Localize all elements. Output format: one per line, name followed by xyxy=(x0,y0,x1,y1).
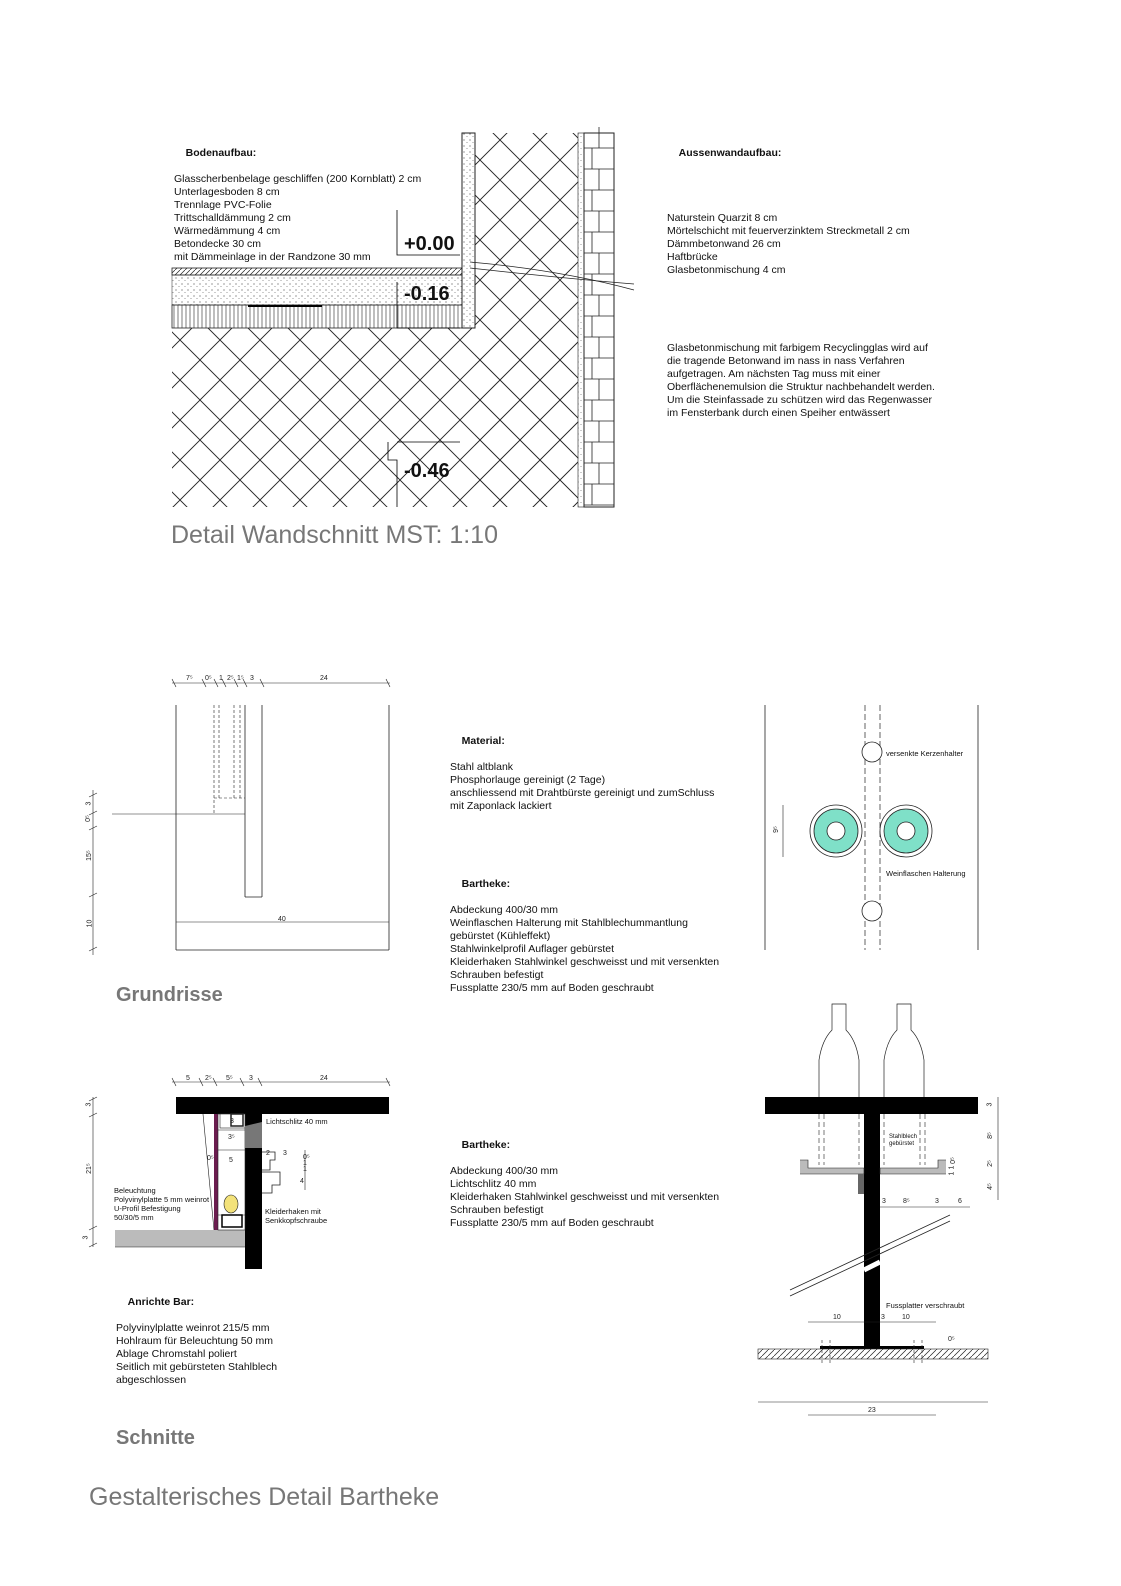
dimension-label: 1 xyxy=(219,675,223,682)
label-foot-plate: Fussplatter verschraubt xyxy=(886,1301,965,1310)
wall-note-line: im Fensterbank durch einen Speiher entwässert xyxy=(667,407,890,419)
dimension-label: 3 xyxy=(935,1198,939,1205)
dimension-label: 0⁵ xyxy=(948,1336,955,1343)
wall-line: Glasbetonmischung 4 cm xyxy=(667,264,786,276)
label-lighting: Beleuchtung Polyvinylplatte 5 mm weinrot U-Profil Befestigung 50/30/5 mm xyxy=(114,1186,210,1222)
dimension-label: 1⁵ xyxy=(237,675,244,682)
dimension-label: 0⁵ xyxy=(205,675,212,682)
sections-title: Schnitte xyxy=(116,1427,195,1449)
floor-line: Betondecke 30 cm xyxy=(174,238,261,250)
dimension-label: 0⁵ xyxy=(303,1154,310,1161)
wall-section-title: Detail Wandschnitt MST: 1:10 xyxy=(171,521,498,549)
wine-bottle-right xyxy=(884,1004,924,1097)
section-bar-line: Kleiderhaken Stahlwinkel geschweisst und mit versenkten xyxy=(450,1191,720,1203)
plan-bar-line: Stahlwinkelprofil Auflager gebürstet xyxy=(450,943,615,955)
material-line: anschliessend mit Drahtbürste gereinigt und zumSchluss xyxy=(450,787,715,799)
wine-bottle-left xyxy=(819,1004,859,1097)
material-line: mit Zaponlack lackiert xyxy=(450,800,552,812)
section-bar-line: Fussplatte 230/5 mm auf Boden geschraubt xyxy=(450,1217,654,1229)
plan-bar-line: gebürstet (Kühleffekt) xyxy=(450,930,551,942)
plan-bottom-dim: 40 xyxy=(278,916,286,923)
dimension-label: 4⁵ xyxy=(986,1183,994,1190)
label-candle-holder: versenkte Kerzenhalter xyxy=(886,749,964,758)
anrichte-line: Ablage Chromstahl poliert xyxy=(116,1348,237,1360)
dimension-label: 5 xyxy=(186,1075,190,1082)
anrichte-line: Polyvinylplatte weinrot 215/5 mm xyxy=(116,1322,270,1334)
dimension-label: 10 xyxy=(833,1314,841,1321)
plan-bar-line: Kleiderhaken Stahlwinkel geschweisst und mit versenkten xyxy=(450,956,720,968)
material-line: Stahl altblank xyxy=(450,761,514,773)
dimension-label: 2⁵ xyxy=(205,1075,212,1082)
dimension-label: 21⁵ xyxy=(85,1163,93,1174)
dimension-label: 24 xyxy=(320,1075,328,1082)
dimension-label: 10 xyxy=(86,919,94,928)
plan-bar-heading: Bartheke: xyxy=(461,878,511,890)
dimension-label: 1 xyxy=(303,1160,307,1167)
page-title: Gestalterisches Detail Bartheke xyxy=(89,1483,440,1511)
dimension-label: 8⁵ xyxy=(903,1198,910,1205)
foot-plate xyxy=(820,1346,924,1349)
dimension-label: 3 xyxy=(283,1150,287,1157)
wall-line: Naturstein Quarzit 8 cm xyxy=(667,212,778,224)
material-line: Phosphorlauge gereinigt (2 Tage) xyxy=(450,774,606,786)
wall-note-line: aufgetragen. Am nächsten Tag muss mit einer xyxy=(667,368,881,380)
floor-line: Trennlage PVC-Folie xyxy=(174,199,272,211)
section-bar-line: Lichtschlitz 40 mm xyxy=(450,1178,537,1190)
material-heading: Material: xyxy=(461,735,505,747)
dimension-label: 3 xyxy=(250,675,254,682)
dimension-label: 15⁵ xyxy=(85,850,93,861)
dimension-label: 4 xyxy=(300,1178,304,1185)
dimension-label: 5⁵ xyxy=(226,1075,233,1082)
label-wine-holder: Weinflaschen Halterung xyxy=(886,869,966,878)
shelf-angle-right xyxy=(880,1160,946,1174)
wall-note-line: Glasbetonmischung mit farbigem Recyclingglas wird auf xyxy=(667,342,928,354)
shelf-angle-left xyxy=(800,1160,864,1174)
level-top: +0.00 xyxy=(404,233,455,255)
dimension-label: 7⁵ xyxy=(186,675,193,682)
plan-section-title: Grundrisse xyxy=(116,984,223,1006)
label-light-slot: Lichtschlitz 40 mm xyxy=(266,1117,328,1126)
dimension-label: 3 xyxy=(249,1075,253,1082)
plan-bar-line: Schrauben befestigt xyxy=(450,969,544,981)
anrichte-line: Hohlraum für Beleuchtung 50 mm xyxy=(116,1335,273,1347)
section-bar-line: Schrauben befestigt xyxy=(450,1204,544,1216)
floor-line: mit Dämmeinlage in der Randzone 30 mm xyxy=(174,251,371,263)
dimension-label: 2 xyxy=(266,1150,270,1157)
wall-heading: Aussenwandaufbau: xyxy=(678,147,782,159)
bar-counter-top xyxy=(765,1097,978,1114)
plan-bar-line: Weinflaschen Halterung mit Stahlblechummantlung xyxy=(450,917,688,929)
dimension-label: 1 xyxy=(303,1166,307,1173)
floor-line: Wärmedämmung 4 cm xyxy=(174,225,281,237)
dimension-label: 0⁵ xyxy=(207,1155,214,1162)
dimension-label: 1 xyxy=(948,1171,956,1176)
dimension-label: 6 xyxy=(958,1198,962,1205)
dimension-label: 3⁵ xyxy=(228,1134,235,1141)
anrichte-line: abgeschlossen xyxy=(116,1374,187,1386)
label-coat-hook: Kleiderhaken mit Senkkopfschraube xyxy=(265,1207,328,1225)
wall-note-line: Um die Steinfassade zu schützen wird das Regenwasser xyxy=(667,394,932,406)
dimension-label: 3 xyxy=(230,1118,234,1125)
floor-heading: Bodenaufbau: xyxy=(185,147,257,159)
section-base-dim: 23 xyxy=(868,1407,876,1414)
bar-column xyxy=(864,1114,880,1346)
anrichte-line: Seitlich mit gebürsteten Stahlblech xyxy=(116,1361,278,1373)
level-mid: -0.16 xyxy=(404,283,450,305)
label-steel-sheet: Stahlblech gebürstet xyxy=(889,1134,918,1147)
anrichte-heading: Anrichte Bar: xyxy=(127,1296,195,1308)
dimension-label: 2⁵ xyxy=(986,1160,994,1167)
dimension-label: 3 xyxy=(85,1102,93,1107)
dimension-label: 24 xyxy=(320,675,328,682)
plan-bar-line: Fussplatte 230/5 mm auf Boden geschraubt xyxy=(450,982,654,994)
wall-note-line: Oberflächenemulsion die Struktur nachbehandelt werden. xyxy=(667,381,935,393)
dimension-label: 3 xyxy=(82,1235,90,1240)
dimension-label: 10 xyxy=(902,1314,910,1321)
plan-bar-line: Abdeckung 400/30 mm xyxy=(450,904,558,916)
section-bar-heading: Bartheke: xyxy=(461,1139,511,1151)
dimension-label: 1 xyxy=(948,1165,956,1170)
dimension-label: 0⁵ xyxy=(84,815,92,822)
dimension-label: 3 xyxy=(882,1198,886,1205)
dimension-label: 5 xyxy=(229,1157,233,1164)
dimension-label: 8⁵ xyxy=(986,1132,994,1139)
floor-line: Trittschalldämmung 2 cm xyxy=(174,212,291,224)
wall-line: Haftbrücke xyxy=(667,251,718,263)
wall-line: Dämmbetonwand 26 cm xyxy=(667,238,781,250)
wall-note-line: die tragende Betonwand im nass in nass Verfahren xyxy=(667,355,905,367)
dimension-label: 3 xyxy=(881,1314,885,1321)
dimension-label: 3 xyxy=(85,801,93,806)
dimension-label: 2⁵ xyxy=(227,675,234,682)
plan-dim-9: 9⁵ xyxy=(772,826,780,833)
floor-line: Unterlagesboden 8 cm xyxy=(174,186,280,198)
dimension-label: 3 xyxy=(986,1102,994,1107)
wall-line: Mörtelschicht mit feuerverzinktem Streckmetall 2 cm xyxy=(667,225,910,237)
dimension-label: 0⁵ xyxy=(949,1157,957,1164)
level-bottom: -0.46 xyxy=(404,460,450,482)
floor-line: Glasscherbenbelage geschliffen (200 Kornblatt) 2 cm xyxy=(174,173,422,185)
floor-hatch xyxy=(758,1349,988,1359)
section-bar-line: Abdeckung 400/30 mm xyxy=(450,1165,558,1177)
